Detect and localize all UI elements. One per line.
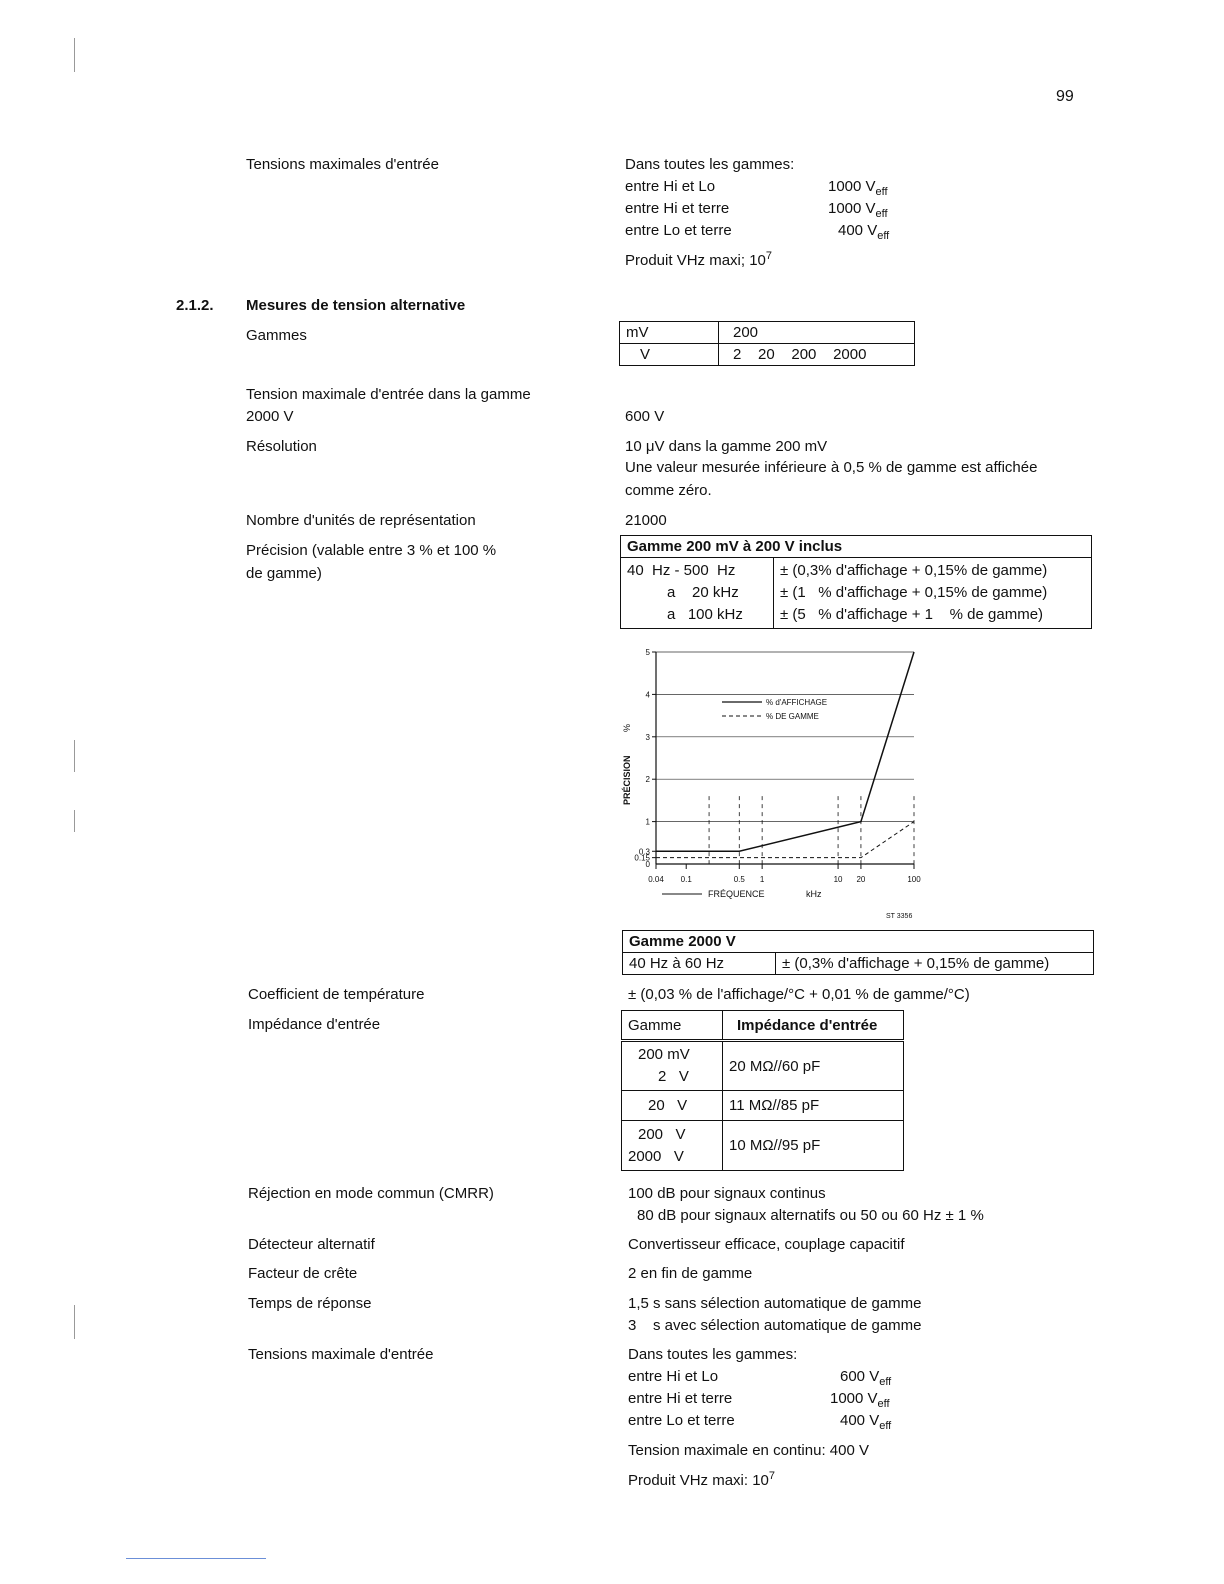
- impedance-range: [622, 1121, 723, 1171]
- accuracy-table: [620, 535, 1092, 629]
- y-tick-label: 2: [645, 775, 650, 785]
- range-2000-header: Gamme 2000 V: [623, 931, 1094, 953]
- x-tick-label: 0.04: [648, 875, 664, 884]
- y-axis-label: PRÉCISION: [622, 755, 632, 805]
- response-time-label: Temps de réponse: [248, 1295, 372, 1312]
- footer-rule: [126, 1558, 266, 1559]
- cmrr-value: 100 dB pour signaux continus: [628, 1185, 826, 1202]
- max-input-heading-ac: Dans toutes les gammes:: [628, 1346, 798, 1363]
- y-tick-label: 0.3: [638, 847, 650, 857]
- accuracy-table-header: Gamme 200 mV à 200 V inclus: [621, 536, 1092, 558]
- legend-label: % DE GAMME: [766, 712, 819, 721]
- voltage-row-label: entre Hi et Lo: [628, 1368, 719, 1385]
- temperature-value: ± (0,03 % de l'affichage/°C + 0,01 % de gamme/°C): [628, 986, 970, 1003]
- margin-mark: [74, 740, 75, 772]
- spec-line: ± (0,3% d'affichage + 0,15% de gamme): [780, 562, 1048, 579]
- section-number: 2.1.2.: [176, 297, 214, 314]
- y-tick-label: 0.15: [634, 853, 650, 863]
- voltage-row-value: 400 $V_{eff}$: [840, 1412, 892, 1432]
- impedance-value: 11 MΩ//85 pF: [723, 1091, 904, 1121]
- table-row: [622, 1091, 904, 1121]
- resolution-value: 10 μV dans la gamme 200 mV: [625, 438, 828, 455]
- freq-line: a 20 kHz: [667, 584, 739, 601]
- max-input-label: Tensions maximales d'entrée: [246, 156, 439, 173]
- response-time-value-2: 3 s avec sélection automatique de gamme: [628, 1317, 922, 1334]
- voltage-row-label: entre Hi et terre: [625, 200, 730, 217]
- range-line: 200 V: [638, 1125, 686, 1143]
- accuracy-chart: [600, 640, 940, 930]
- spec-line: ± (1 % d'affichage + 0,15% de gamme): [780, 584, 1048, 601]
- impedance-table: [621, 1010, 904, 1171]
- resolution-note: Une valeur mesurée inférieure à 0,5 % de gamme est affichée: [625, 459, 1038, 476]
- freq-cell: 40 Hz à 60 Hz: [623, 953, 776, 975]
- spec-cell: [774, 558, 1092, 629]
- section-title: Mesures de tension alternative: [246, 297, 466, 314]
- detector-value: Convertisseur efficace, couplage capacitif: [628, 1236, 905, 1253]
- table-row: [622, 1041, 904, 1091]
- table-row: [623, 953, 1094, 975]
- range-unit: mV: [620, 322, 719, 344]
- range-line: 2 V: [658, 1068, 689, 1085]
- resolution-note-2: comme zéro.: [625, 482, 712, 499]
- spec-line: ± (5 % d'affichage + 1 % de gamme): [780, 606, 1044, 623]
- ranges-label: Gammes: [246, 327, 307, 344]
- table-row: [622, 1121, 904, 1171]
- max-voltage-label: Tension maximale d'entrée dans la gamme: [246, 386, 531, 403]
- table-row: [621, 558, 1092, 629]
- crest-factor-label: Facteur de crête: [248, 1265, 358, 1282]
- product-vhz-ac: Produit VHz maxi: $10^7$: [628, 1470, 776, 1489]
- product-vhz: Produit VHz maxi; $10^7$: [625, 250, 773, 269]
- impedance-label: Impédance d'entrée: [248, 1016, 381, 1033]
- voltage-row-label: entre Lo et terre: [628, 1412, 735, 1429]
- range-line: 200 mV: [638, 1046, 690, 1063]
- cmrr-label: Réjection en mode commun (CMRR): [248, 1185, 494, 1202]
- margin-mark: [74, 38, 75, 72]
- y-axis-unit: %: [622, 723, 632, 732]
- impedance-value: 20 MΩ//60 pF: [723, 1041, 904, 1091]
- x-tick-label: 1: [759, 875, 765, 884]
- table-row: [621, 536, 1092, 558]
- ranges-table: [619, 321, 915, 366]
- spec-cell: ± (0,3% d'affichage + 0,15% de gamme): [776, 953, 1094, 975]
- table-row: [620, 322, 915, 344]
- y-tick-label: 1: [645, 817, 650, 827]
- dc-max-voltage: Tension maximale en continu: 400 V: [628, 1442, 869, 1459]
- max-voltage-label-2: 2000 V: [246, 408, 294, 425]
- impedance-range: 20 V: [622, 1091, 723, 1121]
- voltage-row-label: entre Hi et Lo: [625, 178, 716, 195]
- margin-mark: [74, 1305, 75, 1339]
- impedance-range: [622, 1041, 723, 1091]
- range-values: 2 20 200 2000: [719, 344, 915, 366]
- impedance-col-range: Gamme: [622, 1011, 723, 1041]
- freq-cell: [621, 558, 774, 629]
- cmrr-value-2: 80 dB pour signaux alternatifs ou 50 ou 60 Hz ± 1 %: [637, 1207, 984, 1224]
- temperature-label: Coefficient de température: [248, 986, 425, 1003]
- y-tick-label: 5: [645, 648, 650, 657]
- range-values: 200: [719, 322, 915, 344]
- range-unit: V: [620, 344, 719, 366]
- response-time-value: 1,5 s sans sélection automatique de gamme: [628, 1295, 922, 1312]
- display-units-label: Nombre d'unités de représentation: [246, 512, 476, 529]
- voltage-row-value: 600 $V_{eff}$: [840, 1368, 892, 1388]
- range-2000-table: [622, 930, 1094, 975]
- max-input-label-ac: Tensions maximale d'entrée: [248, 1346, 434, 1363]
- x-tick-label: 20: [856, 875, 866, 884]
- accuracy-label: Précision (valable entre 3 % et 100 %: [246, 542, 497, 559]
- detector-label: Détecteur alternatif: [248, 1236, 375, 1253]
- table-row: [622, 1011, 904, 1041]
- voltage-row-value: 1000 $V_{eff}$: [830, 1390, 890, 1410]
- resolution-label: Résolution: [246, 438, 317, 455]
- freq-line: a 100 kHz: [667, 606, 743, 623]
- table-row: [620, 344, 915, 366]
- x-tick-label: 0.5: [733, 875, 745, 884]
- max-voltage-value: 600 V: [625, 408, 665, 425]
- crest-factor-value: 2 en fin de gamme: [628, 1265, 753, 1282]
- legend-label: % d'AFFICHAGE: [766, 698, 828, 707]
- table-row: [623, 931, 1094, 953]
- y-tick-label: 4: [645, 690, 650, 700]
- range-line: 2000 V: [628, 1147, 684, 1165]
- x-tick-label: 0.1: [680, 875, 692, 884]
- voltage-row-label: entre Hi et terre: [628, 1390, 733, 1407]
- freq-line: 40 Hz - 500 Hz: [627, 562, 736, 579]
- x-axis-label: FRÉQUENCE: [708, 889, 765, 899]
- voltage-row-value: 400 $V_{eff}$: [838, 222, 890, 242]
- impedance-value: 10 MΩ//95 pF: [723, 1121, 904, 1171]
- x-tick-label: 100: [907, 875, 921, 884]
- page-number: 99: [1056, 88, 1074, 105]
- voltage-row-value: 1000 $V_{eff}$: [828, 178, 888, 198]
- figure-code: ST 3356: [886, 913, 913, 920]
- voltage-row-label: entre Lo et terre: [625, 222, 732, 239]
- accuracy-label-2: de gamme): [246, 565, 322, 582]
- y-origin-label: 0: [645, 860, 650, 869]
- max-input-heading: Dans toutes les gammes:: [625, 156, 795, 173]
- y-tick-label: 3: [645, 732, 650, 742]
- impedance-col-value: Impédance d'entrée: [723, 1011, 904, 1041]
- x-tick-label: 10: [833, 875, 843, 884]
- display-units-value: 21000: [625, 512, 667, 529]
- margin-mark: [74, 810, 75, 832]
- x-axis-unit: kHz: [806, 889, 822, 899]
- voltage-row-value: 1000 $V_{eff}$: [828, 200, 888, 220]
